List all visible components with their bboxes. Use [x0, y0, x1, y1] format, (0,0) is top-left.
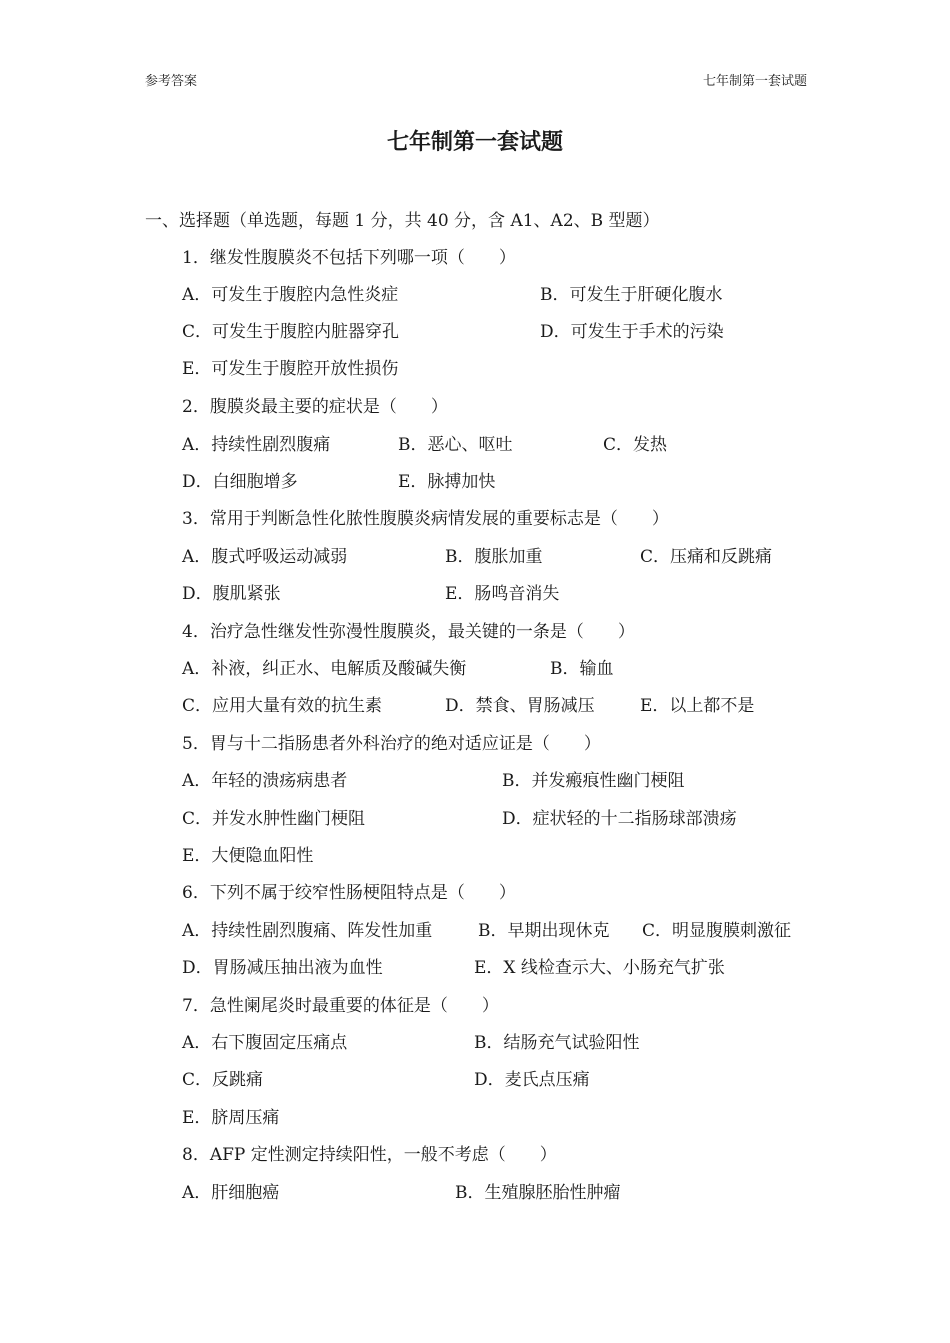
- question-stem: 4．治疗急性继发性弥漫性腹膜炎，最关键的一条是（ ）: [182, 622, 635, 642]
- option: B．输血: [550, 659, 614, 679]
- section-heading: 一、选择题（单选题，每题 1 分，共 40 分，含 A1、A2、B 型题）: [145, 211, 660, 231]
- page-header-left: 参考答案: [145, 74, 198, 89]
- option: A．年轻的溃疡病患者: [182, 771, 348, 791]
- option: E．以上都不是: [640, 696, 755, 716]
- option: A．补液，纠正水、电解质及酸碱失衡: [182, 659, 467, 679]
- option: B．腹胀加重: [445, 547, 543, 567]
- option: A．可发生于腹腔内急性炎症: [182, 285, 399, 305]
- option: E．X 线检查示大、小肠充气扩张: [474, 958, 725, 978]
- option: C．应用大量有效的抗生素: [182, 696, 383, 716]
- option: D．麦氏点压痛: [474, 1070, 590, 1090]
- page-header-right: 七年制第一套试题: [702, 74, 807, 89]
- option: C．反跳痛: [182, 1070, 264, 1090]
- option: A．肝细胞癌: [182, 1183, 280, 1203]
- option: B．结肠充气试验阳性: [474, 1033, 640, 1053]
- option: D．症状轻的十二指肠球部溃疡: [502, 809, 737, 829]
- question-stem: 6．下列不属于绞窄性肠梗阻特点是（ ）: [182, 883, 516, 903]
- option: B．恶心、呕吐: [398, 435, 513, 455]
- question-stem: 3．常用于判断急性化脓性腹膜炎病情发展的重要标志是（ ）: [182, 509, 669, 529]
- option: E．可发生于腹腔开放性损伤: [182, 359, 399, 379]
- question-stem: 5．胃与十二指肠患者外科治疗的绝对适应证是（ ）: [182, 734, 601, 754]
- question-stem: 8．AFP 定性测定持续阳性，一般不考虑（ ）: [182, 1145, 557, 1165]
- option: E．大便隐血阳性: [182, 846, 314, 866]
- option: E．脐周压痛: [182, 1108, 280, 1128]
- option: E．肠鸣音消失: [445, 584, 560, 604]
- option: D．白细胞增多: [182, 472, 298, 492]
- page-title: 七年制第一套试题: [386, 129, 563, 155]
- option: B．可发生于肝硬化腹水: [540, 285, 723, 305]
- option: E．脉搏加快: [398, 472, 496, 492]
- option: D．禁食、胃肠减压: [445, 696, 595, 716]
- question-stem: 1．继发性腹膜炎不包括下列哪一项（ ）: [182, 248, 516, 268]
- option: C．明显腹膜刺激征: [642, 921, 792, 941]
- option: C．可发生于腹腔内脏器穿孔: [182, 322, 400, 342]
- question-stem: 2．腹膜炎最主要的症状是（ ）: [182, 397, 448, 417]
- option: A．持续性剧烈腹痛、阵发性加重: [182, 921, 433, 941]
- option: A．右下腹固定压痛点: [182, 1033, 348, 1053]
- option: A．腹式呼吸运动减弱: [182, 547, 348, 567]
- option: D．可发生于手术的污染: [540, 322, 724, 342]
- question-stem: 7．急性阑尾炎时最重要的体征是（ ）: [182, 996, 499, 1016]
- option: D．腹肌紧张: [182, 584, 281, 604]
- option: C．发热: [603, 435, 668, 455]
- option: C．压痛和反跳痛: [640, 547, 773, 567]
- option: C．并发水肿性幽门梗阻: [182, 809, 366, 829]
- option: A．持续性剧烈腹痛: [182, 435, 331, 455]
- option: D．胃肠减压抽出液为血性: [182, 958, 383, 978]
- option: B．并发瘢痕性幽门梗阻: [502, 771, 685, 791]
- option: B．生殖腺胚胎性肿瘤: [455, 1183, 621, 1203]
- option: B．早期出现休克: [478, 921, 610, 941]
